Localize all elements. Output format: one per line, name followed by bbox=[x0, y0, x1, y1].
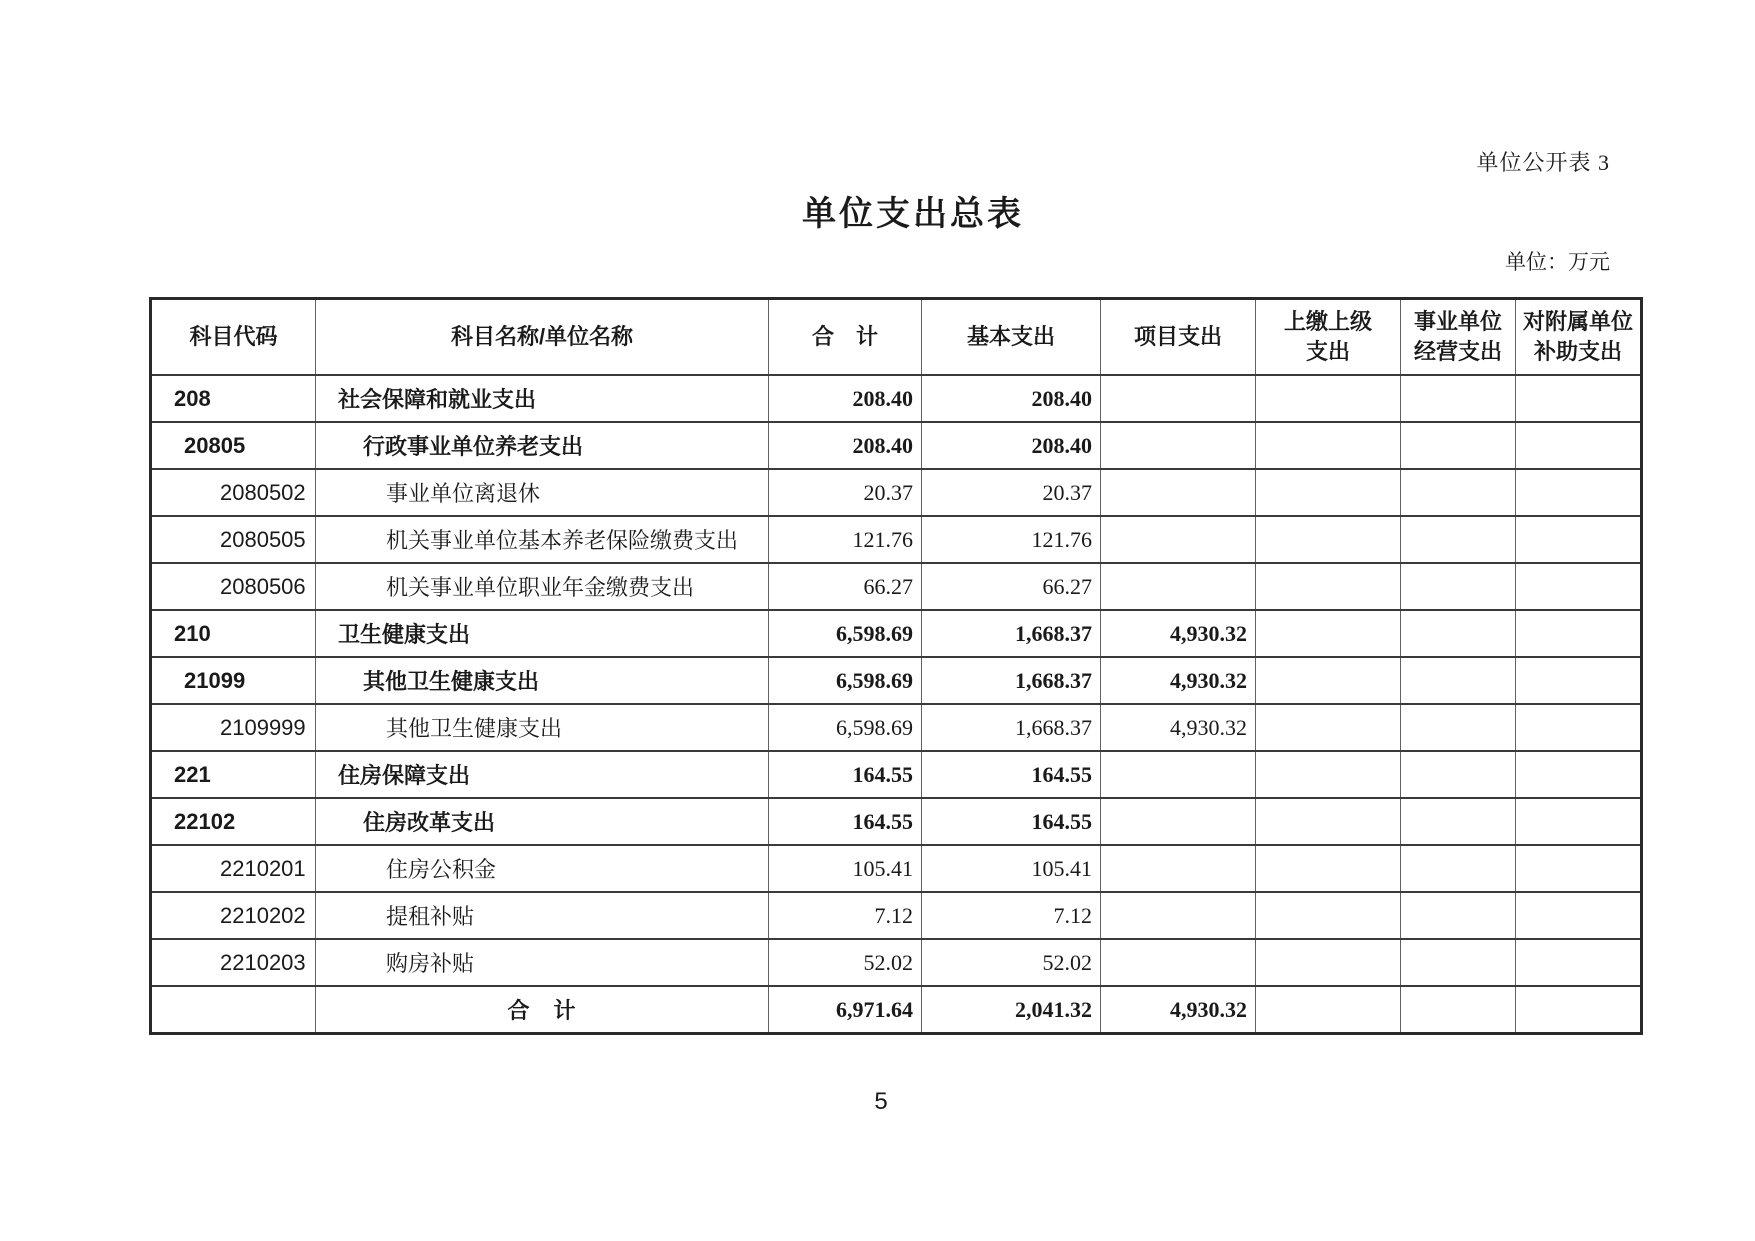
cell-project-expenditure bbox=[1101, 469, 1256, 516]
cell-upper-payment bbox=[1256, 469, 1401, 516]
cell-project-expenditure bbox=[1101, 563, 1256, 610]
cell-project-expenditure bbox=[1101, 798, 1256, 845]
cell-basic-expenditure: 52.02 bbox=[922, 939, 1101, 986]
cell-total: 20.37 bbox=[769, 469, 922, 516]
cell-upper-payment bbox=[1256, 986, 1401, 1034]
table-row bbox=[151, 845, 1642, 892]
cell-operating-expenditure bbox=[1401, 892, 1516, 939]
cell-operating-expenditure bbox=[1401, 563, 1516, 610]
cell-basic-expenditure: 66.27 bbox=[922, 563, 1101, 610]
col-header-upper-payment: 上缴上级 支出 bbox=[1256, 299, 1401, 376]
cell-subsidy-expenditure bbox=[1516, 892, 1642, 939]
table-row bbox=[151, 751, 1642, 798]
cell-subject-name: 行政事业单位养老支出 bbox=[316, 422, 769, 469]
cell-subject-code bbox=[151, 986, 316, 1034]
cell-total: 52.02 bbox=[769, 939, 922, 986]
cell-subsidy-expenditure bbox=[1516, 375, 1642, 422]
cell-upper-payment bbox=[1256, 892, 1401, 939]
cell-operating-expenditure bbox=[1401, 375, 1516, 422]
cell-operating-expenditure bbox=[1401, 516, 1516, 563]
cell-basic-expenditure: 164.55 bbox=[922, 751, 1101, 798]
cell-project-expenditure: 4,930.32 bbox=[1101, 986, 1256, 1034]
col-header-subject-code: 科目代码 bbox=[151, 299, 316, 376]
cell-basic-expenditure: 1,668.37 bbox=[922, 610, 1101, 657]
cell-operating-expenditure bbox=[1401, 704, 1516, 751]
table-row bbox=[151, 892, 1642, 939]
cell-total: 105.41 bbox=[769, 845, 922, 892]
cell-upper-payment bbox=[1256, 657, 1401, 704]
col-header-operating-expenditure: 事业单位 经营支出 bbox=[1401, 299, 1516, 376]
cell-subject-name: 合 计 bbox=[316, 986, 769, 1034]
cell-subject-code: 2210203 bbox=[151, 939, 316, 986]
cell-project-expenditure: 4,930.32 bbox=[1101, 610, 1256, 657]
cell-operating-expenditure bbox=[1401, 798, 1516, 845]
cell-total: 208.40 bbox=[769, 375, 922, 422]
cell-subject-code: 208 bbox=[151, 375, 316, 422]
cell-basic-expenditure: 2,041.32 bbox=[922, 986, 1101, 1034]
cell-basic-expenditure: 7.12 bbox=[922, 892, 1101, 939]
cell-basic-expenditure: 1,668.37 bbox=[922, 704, 1101, 751]
cell-total: 6,598.69 bbox=[769, 610, 922, 657]
cell-subject-name: 提租补贴 bbox=[316, 892, 769, 939]
table-row bbox=[151, 469, 1642, 516]
cell-subsidy-expenditure bbox=[1516, 939, 1642, 986]
expenditure-table bbox=[149, 297, 1643, 1035]
cell-subject-name: 其他卫生健康支出 bbox=[316, 657, 769, 704]
col-header-subsidy-expenditure: 对附属单位 补助支出 bbox=[1516, 299, 1642, 376]
cell-subject-name: 住房公积金 bbox=[316, 845, 769, 892]
cell-subject-code: 2210202 bbox=[151, 892, 316, 939]
table-row bbox=[151, 657, 1642, 704]
cell-subject-name: 事业单位离退休 bbox=[316, 469, 769, 516]
cell-upper-payment bbox=[1256, 751, 1401, 798]
cell-operating-expenditure bbox=[1401, 657, 1516, 704]
table-header-row bbox=[151, 299, 1642, 376]
cell-basic-expenditure: 208.40 bbox=[922, 422, 1101, 469]
cell-basic-expenditure: 208.40 bbox=[922, 375, 1101, 422]
cell-subsidy-expenditure bbox=[1516, 422, 1642, 469]
cell-subsidy-expenditure bbox=[1516, 469, 1642, 516]
table-row bbox=[151, 516, 1642, 563]
cell-basic-expenditure: 164.55 bbox=[922, 798, 1101, 845]
cell-operating-expenditure bbox=[1401, 469, 1516, 516]
cell-total: 208.40 bbox=[769, 422, 922, 469]
cell-subject-name: 购房补贴 bbox=[316, 939, 769, 986]
cell-operating-expenditure bbox=[1401, 751, 1516, 798]
page-number: 5 bbox=[874, 1088, 888, 1115]
cell-upper-payment bbox=[1256, 516, 1401, 563]
cell-upper-payment bbox=[1256, 422, 1401, 469]
cell-subject-code: 2210201 bbox=[151, 845, 316, 892]
cell-project-expenditure bbox=[1101, 422, 1256, 469]
cell-subject-code: 221 bbox=[151, 751, 316, 798]
cell-subject-code: 2080505 bbox=[151, 516, 316, 563]
cell-basic-expenditure: 121.76 bbox=[922, 516, 1101, 563]
table-row bbox=[151, 986, 1642, 1034]
cell-basic-expenditure: 20.37 bbox=[922, 469, 1101, 516]
cell-project-expenditure bbox=[1101, 751, 1256, 798]
cell-subsidy-expenditure bbox=[1516, 798, 1642, 845]
cell-project-expenditure bbox=[1101, 892, 1256, 939]
cell-total: 6,971.64 bbox=[769, 986, 922, 1034]
cell-operating-expenditure bbox=[1401, 610, 1516, 657]
cell-subject-code: 22102 bbox=[151, 798, 316, 845]
cell-upper-payment bbox=[1256, 939, 1401, 986]
cell-operating-expenditure bbox=[1401, 845, 1516, 892]
cell-operating-expenditure bbox=[1401, 986, 1516, 1034]
cell-project-expenditure bbox=[1101, 375, 1256, 422]
cell-upper-payment bbox=[1256, 798, 1401, 845]
cell-subsidy-expenditure bbox=[1516, 563, 1642, 610]
cell-subject-code: 210 bbox=[151, 610, 316, 657]
table-row bbox=[151, 939, 1642, 986]
table-row bbox=[151, 563, 1642, 610]
table-row bbox=[151, 798, 1642, 845]
cell-subsidy-expenditure bbox=[1516, 986, 1642, 1034]
col-header-subject-name: 科目名称/单位名称 bbox=[316, 299, 769, 376]
cell-subject-code: 2080506 bbox=[151, 563, 316, 610]
cell-project-expenditure bbox=[1101, 516, 1256, 563]
cell-subject-code: 20805 bbox=[151, 422, 316, 469]
cell-subject-name: 其他卫生健康支出 bbox=[316, 704, 769, 751]
cell-upper-payment bbox=[1256, 563, 1401, 610]
cell-subject-code: 2109999 bbox=[151, 704, 316, 751]
cell-total: 121.76 bbox=[769, 516, 922, 563]
cell-operating-expenditure bbox=[1401, 422, 1516, 469]
cell-subsidy-expenditure bbox=[1516, 657, 1642, 704]
table-row bbox=[151, 375, 1642, 422]
cell-subject-code: 21099 bbox=[151, 657, 316, 704]
col-header-total: 合 计 bbox=[769, 299, 922, 376]
cell-subject-name: 机关事业单位职业年金缴费支出 bbox=[316, 563, 769, 610]
cell-total: 66.27 bbox=[769, 563, 922, 610]
cell-upper-payment bbox=[1256, 845, 1401, 892]
cell-total: 164.55 bbox=[769, 798, 922, 845]
cell-subject-name: 住房保障支出 bbox=[316, 751, 769, 798]
cell-total: 7.12 bbox=[769, 892, 922, 939]
cell-basic-expenditure: 105.41 bbox=[922, 845, 1101, 892]
col-header-basic-expenditure: 基本支出 bbox=[922, 299, 1101, 376]
cell-operating-expenditure bbox=[1401, 939, 1516, 986]
cell-subsidy-expenditure bbox=[1516, 751, 1642, 798]
cell-subject-name: 社会保障和就业支出 bbox=[316, 375, 769, 422]
cell-subsidy-expenditure bbox=[1516, 704, 1642, 751]
cell-subsidy-expenditure bbox=[1516, 516, 1642, 563]
cell-total: 6,598.69 bbox=[769, 657, 922, 704]
col-header-project-expenditure: 项目支出 bbox=[1101, 299, 1256, 376]
cell-project-expenditure: 4,930.32 bbox=[1101, 704, 1256, 751]
cell-upper-payment bbox=[1256, 375, 1401, 422]
cell-basic-expenditure: 1,668.37 bbox=[922, 657, 1101, 704]
doc-table-label: 单位公开表 3 bbox=[1476, 150, 1610, 175]
table-row bbox=[151, 610, 1642, 657]
unit-label: 单位：万元 bbox=[1505, 250, 1610, 274]
cell-upper-payment bbox=[1256, 610, 1401, 657]
cell-subsidy-expenditure bbox=[1516, 845, 1642, 892]
cell-project-expenditure bbox=[1101, 939, 1256, 986]
cell-subsidy-expenditure bbox=[1516, 610, 1642, 657]
cell-project-expenditure: 4,930.32 bbox=[1101, 657, 1256, 704]
table-row bbox=[151, 422, 1642, 469]
cell-total: 6,598.69 bbox=[769, 704, 922, 751]
cell-subject-code: 2080502 bbox=[151, 469, 316, 516]
cell-subject-name: 机关事业单位基本养老保险缴费支出 bbox=[316, 516, 769, 563]
cell-subject-name: 卫生健康支出 bbox=[316, 610, 769, 657]
cell-subject-name: 住房改革支出 bbox=[316, 798, 769, 845]
page-title: 单位支出总表 bbox=[802, 195, 1024, 233]
cell-upper-payment bbox=[1256, 704, 1401, 751]
cell-project-expenditure bbox=[1101, 845, 1256, 892]
table-row bbox=[151, 704, 1642, 751]
table-body bbox=[151, 375, 1642, 1034]
cell-total: 164.55 bbox=[769, 751, 922, 798]
